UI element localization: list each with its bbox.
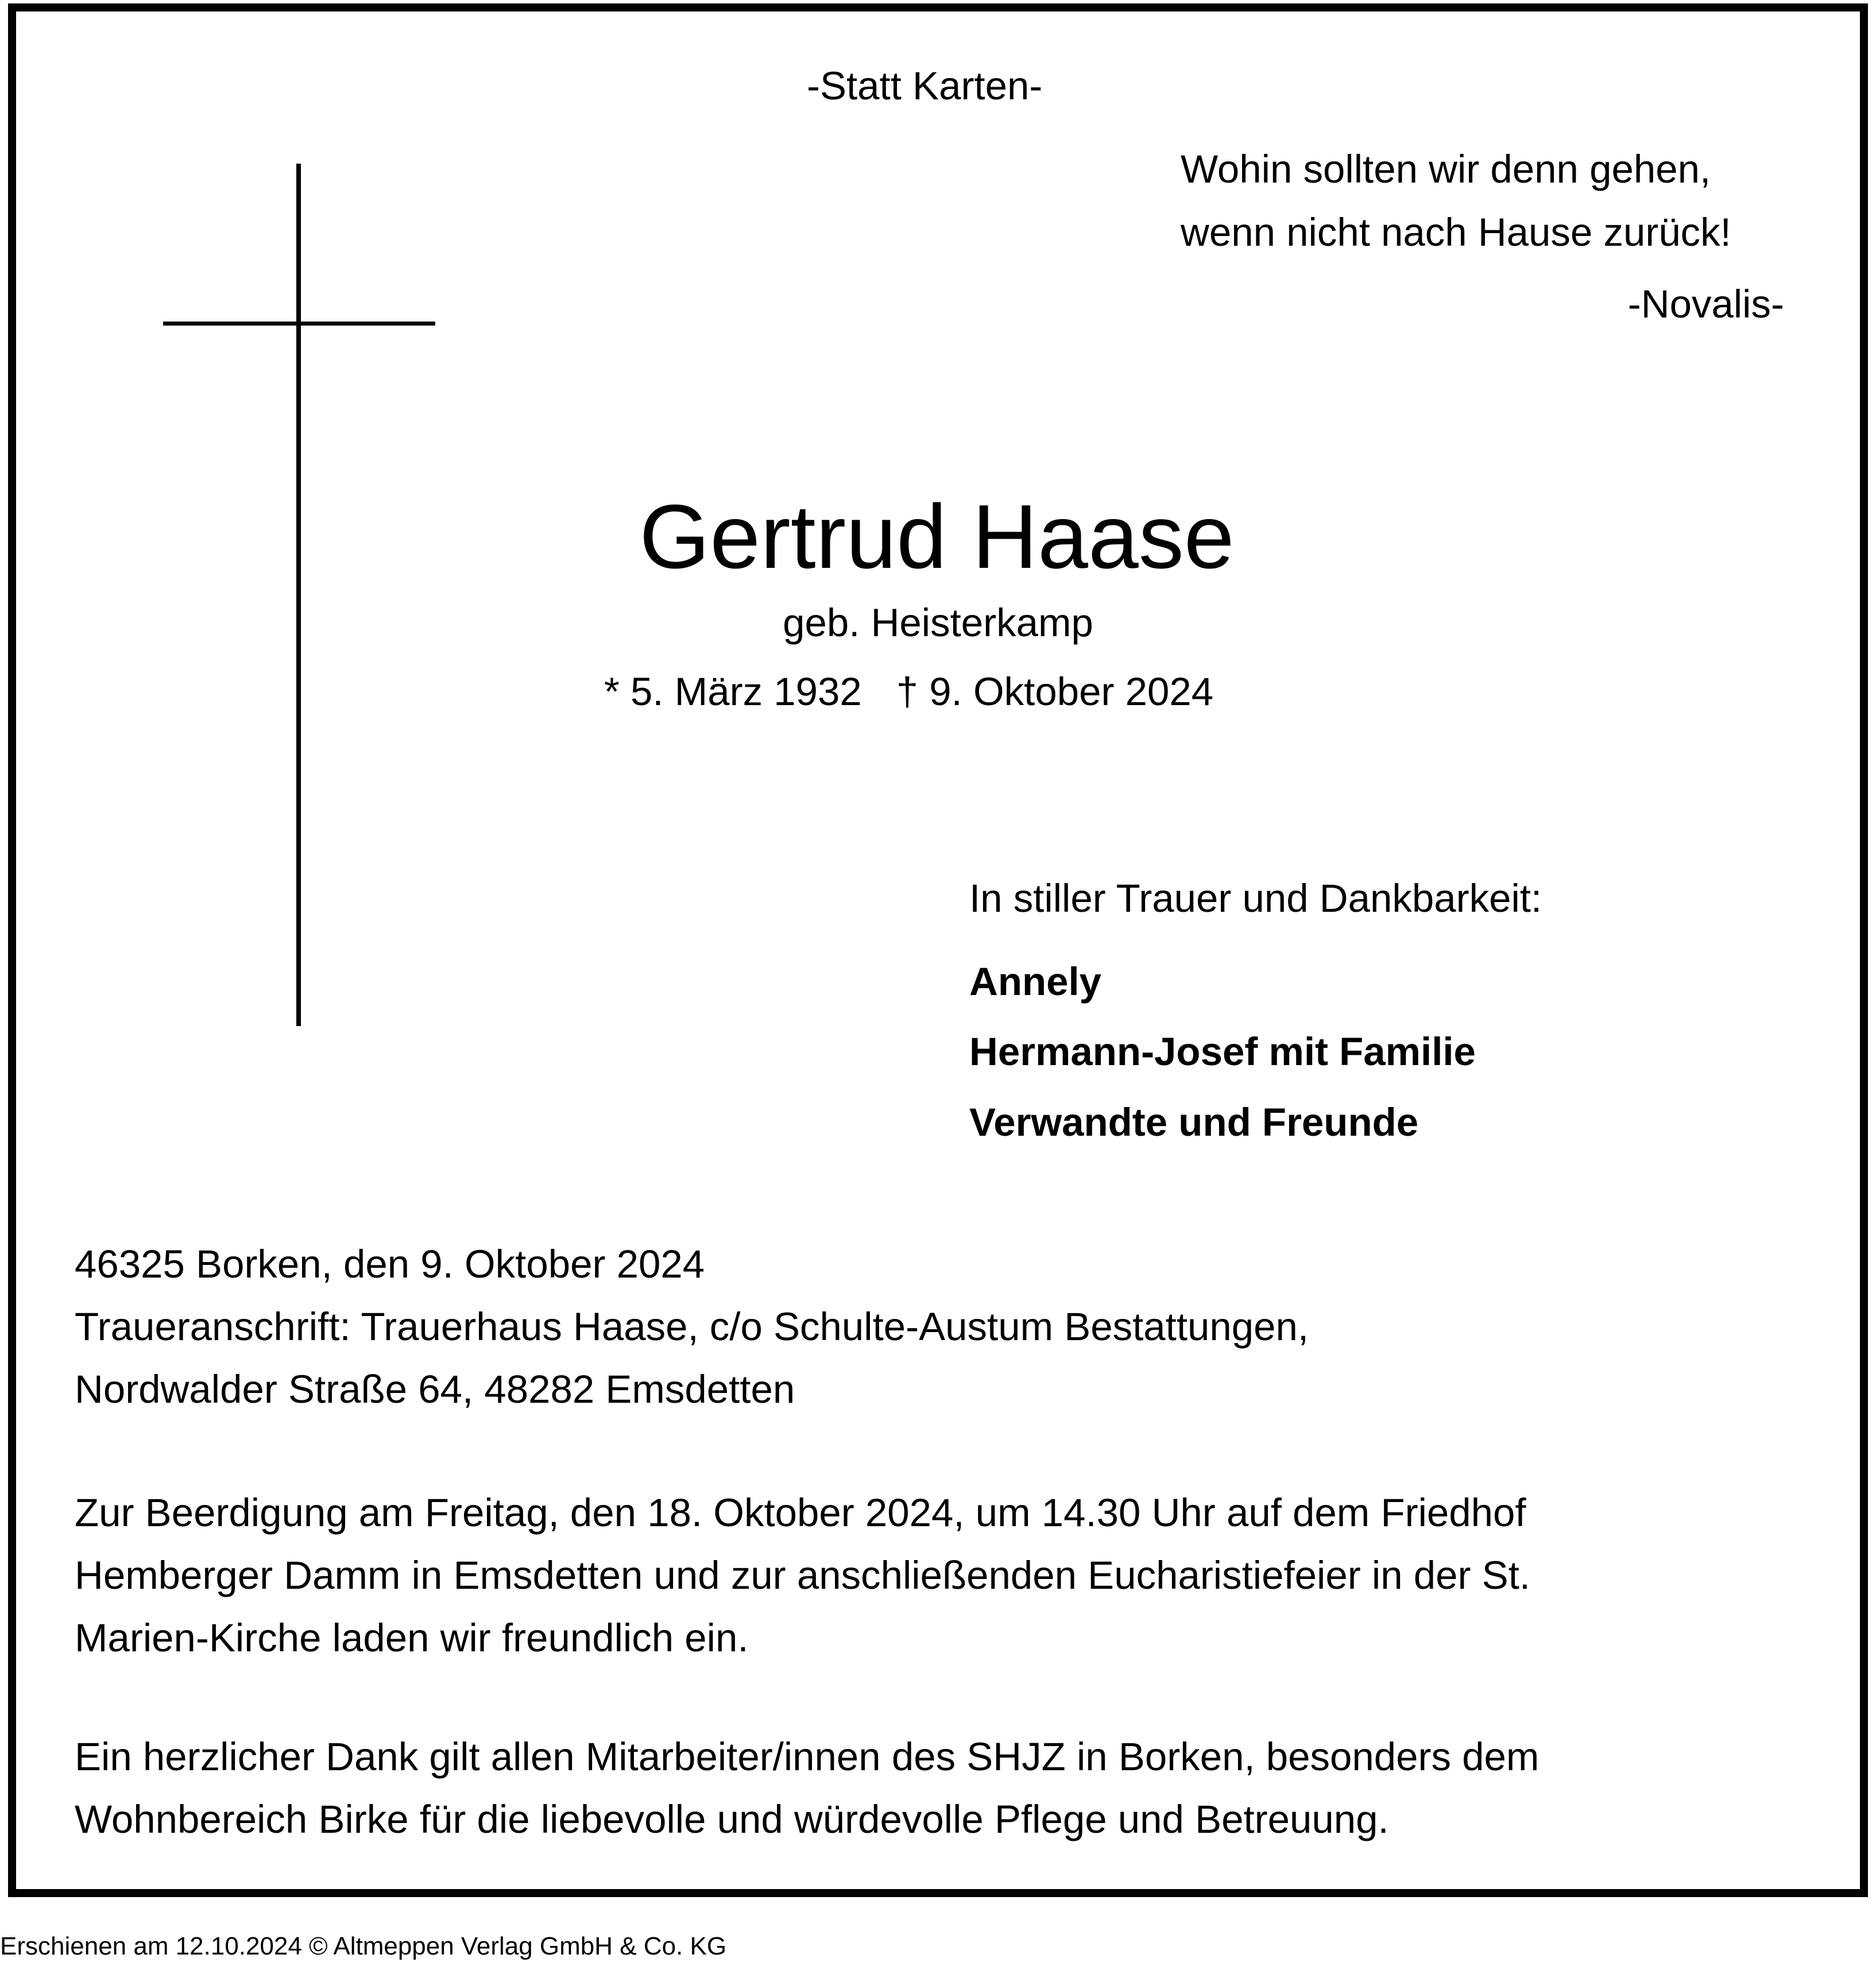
deceased-name: Gertrud Haase [639,486,1235,587]
address-line: Nordwalder Straße 64, 48282 Emsdetten [75,1367,795,1411]
quote-line-2: wenn nicht nach Hause zurück! [1181,210,1731,254]
life-dates [604,666,1213,718]
thanks-line: Ein herzlicher Dank gilt allen Mitarbeiter/innen des SHJZ in Borken, besonders dem [75,1735,1540,1779]
cross-icon-horizontal-bar [163,322,435,326]
birth-name: geb. Heisterkamp [783,601,1093,645]
cross-icon-vertical-bar [296,164,301,1026]
funeral-block [75,1481,1530,1669]
quote-line-1: Wohin sollten wir denn gehen, [1181,147,1711,191]
funeral-line: Hemberger Damm in Emsdetten und zur anschließenden Eucharistiefeier in der St. [75,1553,1531,1597]
address-block [75,1233,1309,1421]
mourner-name: Verwandte und Freunde [969,1100,1419,1144]
thanks-block [75,1725,1539,1851]
funeral-line: Zur Beerdigung am Freitag, den 18. Oktober 2024, um 14.30 Uhr auf dem Friedhof [75,1491,1526,1535]
mourner-name: Hermann-Josef mit Familie [969,1030,1476,1074]
address-line: 46325 Borken, den 9. Oktober 2024 [75,1242,705,1286]
funeral-line: Marien-Kirche laden wir freundlich ein. [75,1616,749,1660]
publication-footer: Erschienen am 12.10.2024 © Altmeppen Verlag GmbH & Co. KG [0,1932,727,1960]
death-date: † 9. Oktober 2024 [896,669,1214,714]
birth-date: * 5. März 1932 [604,669,862,714]
address-line: Traueranschrift: Trauerhaus Haase, c/o Schulte-Austum Bestattungen, [75,1305,1309,1349]
mourner-name: Annely [969,959,1102,1004]
thanks-line: Wohnbereich Birke für die liebevolle und würdevolle Pflege und Betreuung. [75,1797,1389,1841]
quote-author: -Novalis- [1627,282,1784,326]
statt-karten-label: -Statt Karten- [807,64,1043,108]
mourners-intro: In stiller Trauer und Dankbarkeit: [969,876,1542,920]
